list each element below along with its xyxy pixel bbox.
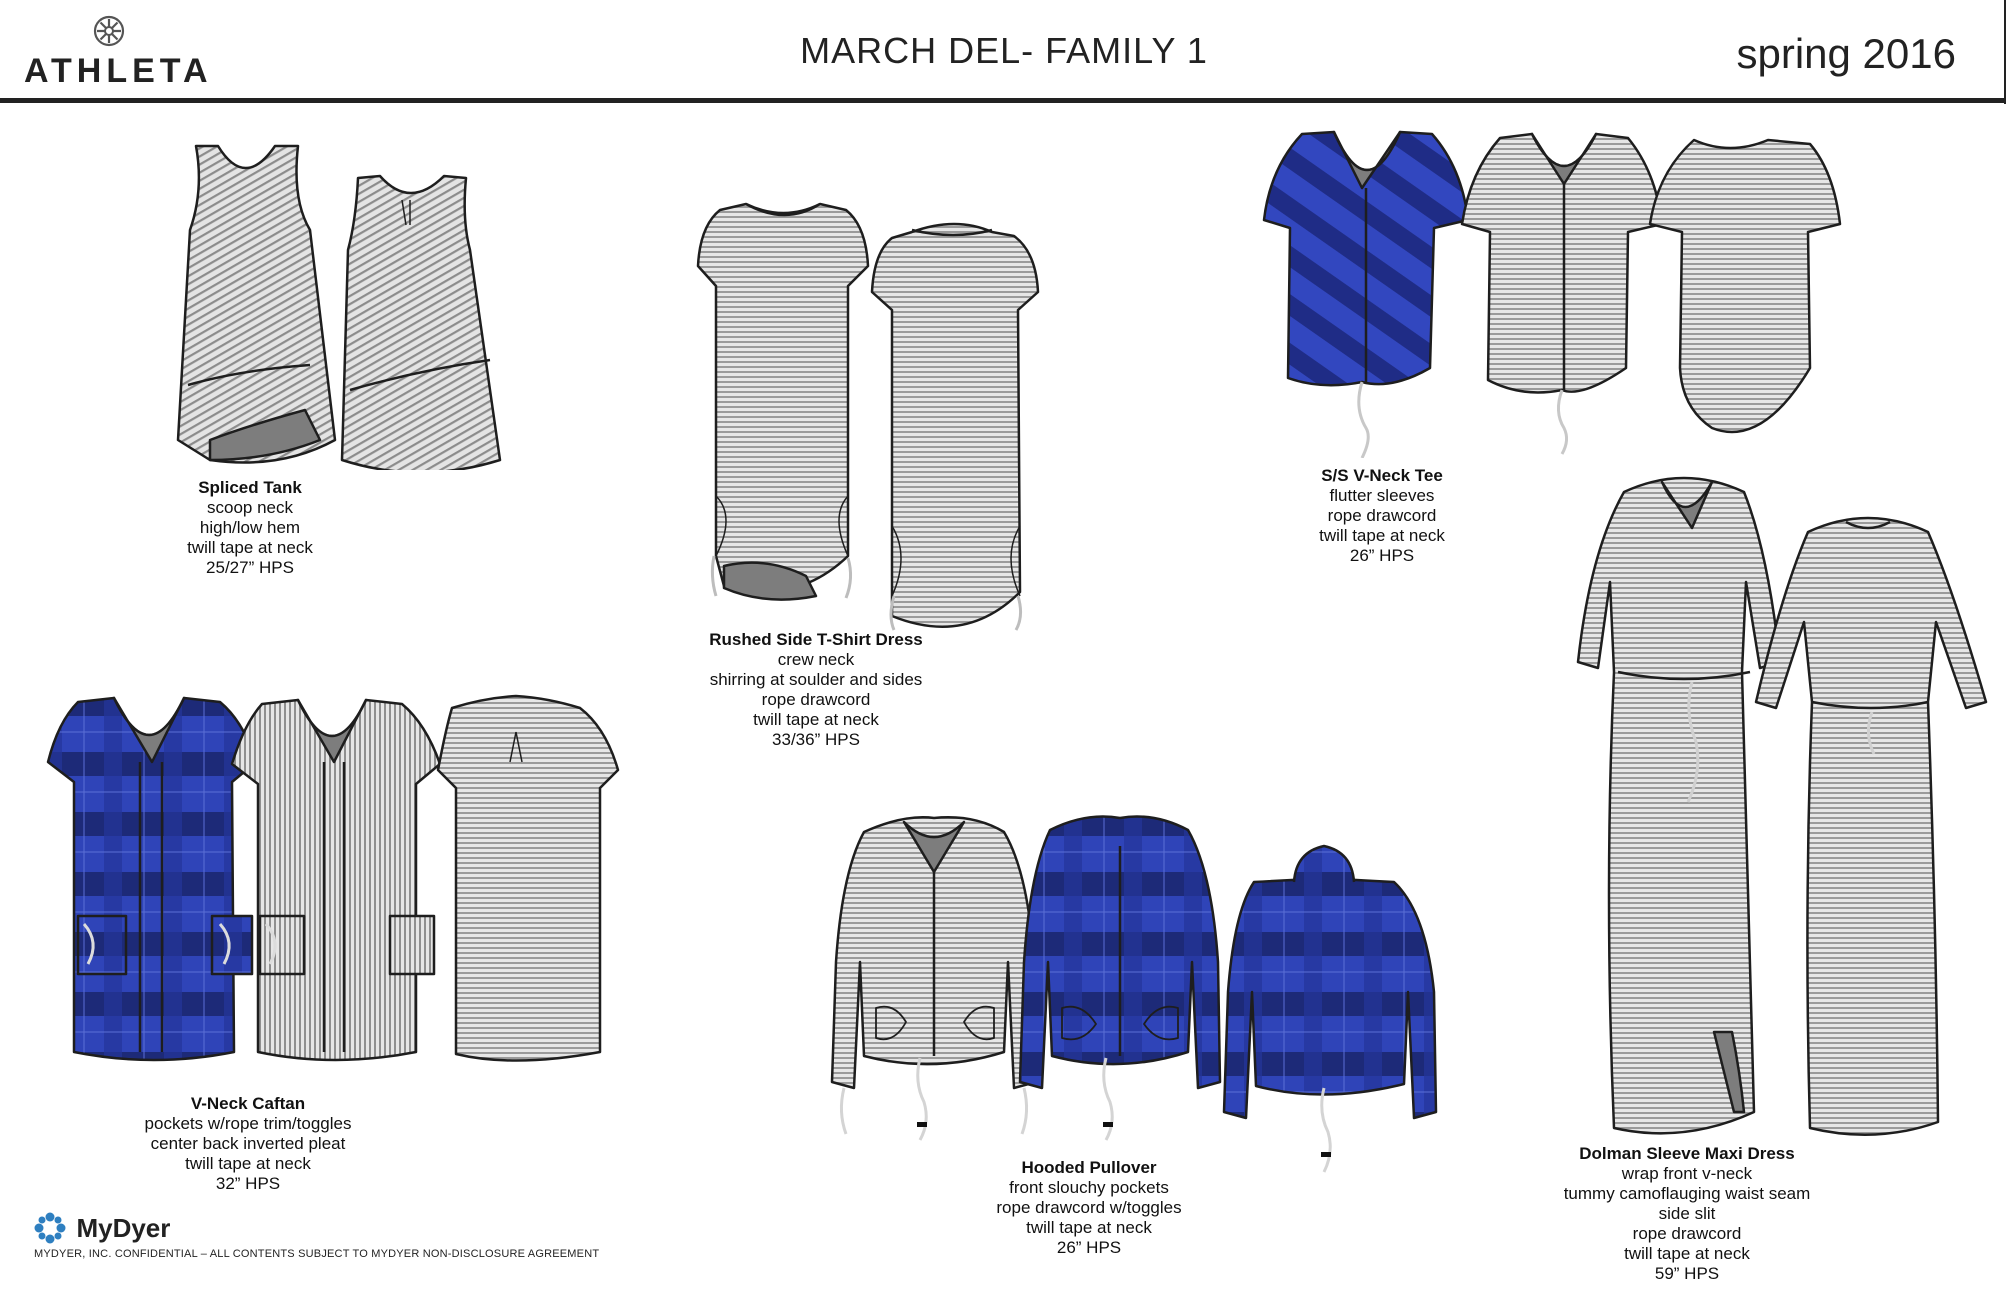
- style-detail: 59” HPS: [1654, 1264, 1720, 1283]
- style-detail: rope drawcord: [1327, 506, 1437, 525]
- style-detail: side slit: [1658, 1204, 1716, 1223]
- style-detail: center back inverted pleat: [150, 1134, 346, 1153]
- style-caption: [696, 630, 936, 750]
- style-detail: high/low hem: [199, 518, 301, 537]
- style-name: Rushed Side T-Shirt Dress: [709, 630, 923, 649]
- vneck-caftan-sketch: [44, 692, 654, 1092]
- style-caption: [964, 1158, 1214, 1258]
- header-edge: [2004, 0, 2006, 104]
- page-title: MARCH DEL- FAMILY 1: [800, 30, 1208, 71]
- style-name: Spliced Tank: [198, 478, 302, 497]
- style-detail: tummy camoflauging waist seam: [1563, 1184, 1811, 1203]
- tshirt-dress-sketch: [696, 196, 1050, 636]
- style-detail: twill tape at neck: [185, 1154, 311, 1173]
- style-detail: scoop neck: [207, 498, 293, 517]
- style-detail: front slouchy pockets: [1009, 1178, 1169, 1197]
- style-caption: [150, 478, 350, 578]
- style-detail: rope drawcord w/toggles: [996, 1198, 1182, 1217]
- spliced-tank-sketch: [170, 140, 510, 470]
- style-detail: twill tape at neck: [1624, 1244, 1750, 1263]
- style-detail: pockets w/rope trim/toggles: [144, 1114, 352, 1133]
- style-detail: 26” HPS: [1056, 1238, 1122, 1257]
- hooded-pullover-sketch: [824, 812, 1464, 1212]
- style-detail: 33/36” HPS: [772, 730, 860, 749]
- mydyer-wordmark: MyDyer: [76, 1212, 171, 1243]
- style-detail: twill tape at neck: [753, 710, 879, 729]
- season-label: spring 2016: [1736, 30, 1956, 77]
- vneck-tee-sketch: [1262, 128, 1918, 458]
- style-name: S/S V-Neck Tee: [1321, 466, 1443, 485]
- style-detail: wrap front v-neck: [1621, 1164, 1753, 1183]
- style-name: V-Neck Caftan: [190, 1094, 306, 1113]
- mydyer-snowflake-icon: [34, 1212, 66, 1244]
- maxi-dress-sketch: [1576, 472, 1996, 1152]
- style-caption: [118, 1094, 378, 1194]
- brand-name: ATHLETA: [24, 52, 213, 90]
- style-detail: 32” HPS: [215, 1174, 281, 1193]
- style-detail: twill tape at neck: [187, 538, 313, 557]
- style-caption: [1282, 466, 1482, 566]
- style-detail: flutter sleeves: [1329, 486, 1435, 505]
- style-name: Hooded Pullover: [1021, 1158, 1157, 1177]
- style-detail: 26” HPS: [1349, 546, 1415, 565]
- style-detail: 25/27” HPS: [206, 558, 294, 577]
- style-caption: [1542, 1144, 1832, 1284]
- confidentiality-notice: MYDYER, INC. CONFIDENTIAL – ALL CONTENTS SUBJECT TO MYDYER NON-DISCLOSURE AGREEMENT: [34, 1248, 600, 1260]
- mydyer-logo: [34, 1212, 170, 1244]
- style-detail: shirring at soulder and sides: [709, 670, 923, 689]
- style-detail: rope drawcord: [1632, 1224, 1742, 1243]
- style-detail: twill tape at neck: [1319, 526, 1445, 545]
- style-detail: rope drawcord: [761, 690, 871, 709]
- style-detail: crew neck: [777, 650, 855, 669]
- style-name: Dolman Sleeve Maxi Dress: [1579, 1144, 1795, 1163]
- page-header: [0, 0, 2008, 104]
- header-divider: [0, 98, 2004, 103]
- style-detail: twill tape at neck: [1026, 1218, 1152, 1237]
